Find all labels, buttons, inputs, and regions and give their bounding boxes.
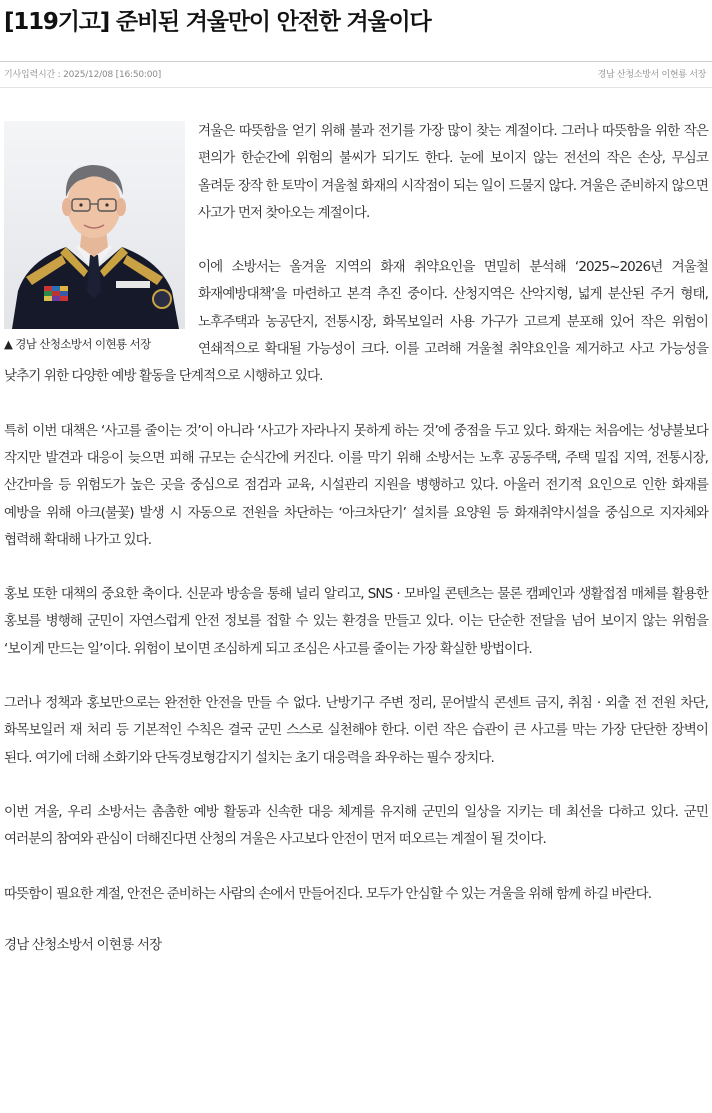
author-signature: 경남 산청소방서 이현룡 서장 bbox=[4, 936, 162, 953]
paragraph: 홍보 또한 대책의 중요한 축이다. 신문과 방송을 통해 널리 알리고, SNS · 모바일 콘텐츠는 물론 캠페인과 생활접점 매체를 활용한 홍보를 병행해 군민이 자연스럽게 안전 정보를 접할 수 있는 환경을 만들고 있다. 이는 단순한 전달을 넘어 보이지 않는 위험을 ‘보이게 만드는 일’이다. 위험이 보이면 조심하게 되고 조심은 사고를 줄이는 가장 확실한 방법이다. bbox=[4, 586, 708, 657]
published-time: 기사입력시간 : 2025/12/08 [16:50:00] bbox=[4, 70, 162, 80]
article-title: [119기고] 준비된 겨울만이 안전한 겨울이다 bbox=[4, 9, 431, 35]
article-body bbox=[4, 118, 708, 953]
paragraph: 겨울은 따뜻함을 얻기 위해 불과 전기를 가장 많이 찾는 계절이다. 그러나 따뜻함을 위한 작은 편의가 한순간에 위험의 불씨가 되기도 한다. 눈에 보이지 않는 전선의 작은 손상, 무심코 올려둔 장작 한 토막이 겨울철 화재의 시작점이 되는 일이 드물지 않다. 겨울은 준비하지 않으면 사고가 먼저 찾아오는 계절이다. bbox=[198, 123, 708, 221]
paragraph: 이에 소방서는 올겨울 지역의 화재 취약요인을 면밀히 분석해 ‘2025~2026년 겨울철 화재예방대책’을 마련하고 본격 추진 중이다. 산청지역은 산악지형, 넓게 분산된 주거 형태, 노후주택과 농공단지, 전통시장, 화목보일러 사용 가구가 고르게 분포해 있어 작은 위험이 연쇄적으로 확대될 가능성이 크다. 이를 고려해 겨울철 취약요인을 제거하고 사고 가능성을 낮추기 위한 다양한 예방 활동을 단계적으로 시행하고 있다. bbox=[4, 259, 708, 385]
byline: 경남 산청소방서 이현룡 서장 bbox=[597, 70, 706, 80]
paragraph: 이번 겨울, 우리 소방서는 촘촘한 예방 활동과 신속한 대응 체계를 유지해 군민의 일상을 지키는 데 최선을 다하고 있다. 군민 여러분의 참여와 관심이 더해진다면 산청의 겨울은 사고보다 안전이 먼저 떠오르는 계절이 될 것이다. bbox=[4, 803, 708, 848]
photo-caption: ▲ 경남 산청소방서 이현룡 서장 bbox=[4, 337, 151, 351]
meta-divider bbox=[0, 87, 712, 88]
author-photo bbox=[4, 121, 185, 329]
paragraph: 따뜻함이 필요한 계절, 안전은 준비하는 사람의 손에서 만들어진다. 모두가 안심할 수 있는 겨울을 위해 함께 하길 바란다. bbox=[4, 885, 652, 902]
paragraph: 특히 이번 대책은 ‘사고를 줄이는 것’이 아니라 ‘사고가 자라나지 못하게 하는 것’에 중점을 두고 있다. 화재는 처음에는 성냥불보다 작지만 발견과 대응이 늦으면 피해 규모는 순식간에 커진다. 이를 막기 위해 소방서는 노후 공동주택, 주택 밀집 지역, 전통시장, 산간마을 등 위험도가 높은 곳을 중심으로 점검과 교육, 시설관리 지원을 병행하고 있다. 아울러 전기적 요인으로 인한 화재를 예방을 위해 아크(불꽃) 발생 시 자동으로 전원을 차단하는 ‘아크차단기’ 설치를 요양원 등 화재취약시설을 중심으로 지자체와 협력해 확대해 나가고 있다. bbox=[4, 422, 708, 548]
article-meta-bar bbox=[0, 62, 712, 86]
paragraph: 그러나 정책과 홍보만으로는 완전한 안전을 만들 수 없다. 난방기구 주변 정리, 문어발식 콘센트 금지, 취침 · 외출 전 전원 차단, 화목보일러 재 처리 등 기본적인 수칙은 결국 군민 스스로 실천해야 한다. 이런 작은 습관이 큰 사고를 막는 가장 단단한 장벽이 된다. 여기에 더해 소화기와 단독경보형감지기 설치는 초기 대응력을 좌우하는 필수 장치다. bbox=[4, 695, 708, 766]
author-photo-figure bbox=[4, 121, 185, 352]
